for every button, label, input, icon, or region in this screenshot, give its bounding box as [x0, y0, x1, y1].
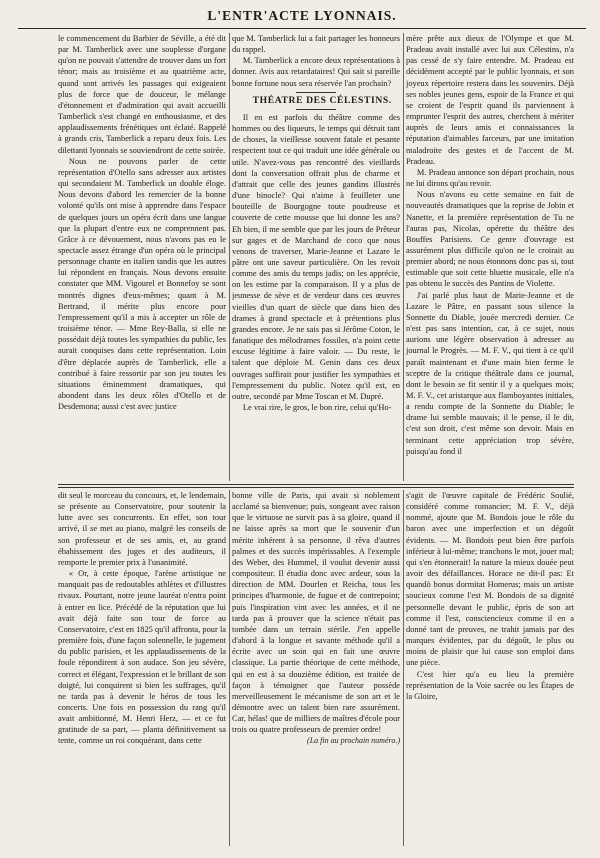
section-heading: THÉATRE DES CÉLESTINS. [252, 94, 392, 106]
section-divider-thin [58, 487, 574, 488]
continuation-note: (La fin au prochain numéro.) [307, 736, 400, 746]
paragraph: M. Pradeau annonce son départ prochain, nous ne lui dirons qu'au revoir. [406, 167, 574, 189]
column-divider [229, 490, 230, 846]
paragraph: « Or, à cette époque, l'arène artistique ne manquait pas de redoutables athlètes et d'illustres rivaux. Pourtant, notre jeune lauréat n'entra point à entrer en lice. Précédé de la réputation que lui avait déjà faite son tour de force au Conservatoire, c'est en 1825 qu'il affronta, pour la première fois, d'une façon solennelle, le jugement du public parisien, et les applaudissements de la foule répondirent à son audace. Son jeu sévère, correct et élégant, l'expression et le brillant de son doigté, lui conquirent si bien les suffrages, qu'il ne tarda pas à devenir le héros de tous les concerts. Une fois en possession du rang qu'il avait ambitionné, M. Henri Herz, — et ce fut gratitude de sa part, — planta définitivement sa tente, comme un roi conquérant, dans cette [58, 569, 226, 746]
paragraph: Le vrai rire, le gros, le bon rire, celui qu'Ho- [242, 403, 392, 412]
paragraph: le commencement du Barbier de Séville, a été dit par M. Tamberlick avec une souplesse d'organe qu'on ne pouvait s'attendre de trouver dans un fort ténor; mais au troisième et au quatrième acte, quand sont arrivés les passages qui exigeaient plus de force que de douceur, le mélange d'étonnement et d'admiration qui avait accueilli Tamberlick s'est changé en enthousiasme, et des applaudissements frénétiques ont éclaté. Rappelé à grands cris, Tamberlick a reparu deux fois. Les dilettanti lyonnais se souviendront de cette soirée. [58, 34, 226, 155]
column-divider [403, 33, 404, 481]
paragraph: M. Tamberlick a encore deux représentations à donner. Avis aux retardataires! Qui sait si pareille bonne fortune nous sera réservée l'an prochain? [232, 56, 400, 88]
feuilleton-column-2 [232, 490, 400, 846]
paragraph: dit seul le morceau du concours, et, le lendemain, se présente au Conservatoire, pour soutenir la lutte avec ses concurrents. En effet, son tour arrivé, il se met au piano, malgré les conseils de son professeur et de ses amis, et, au grand ébahissement des juges et des auditeurs, il remporte le premier prix à l'unanimité. [58, 491, 226, 567]
article-column-3 [406, 33, 574, 481]
section-divider [58, 484, 574, 485]
article-column-2 [232, 33, 400, 481]
paragraph: Il en est parfois du théâtre comme des hommes ou des liqueurs, le temps qui détruit tant de choses, la vieillesse souvent fatale et pesante respectent tout ce qui traduit une idée générale ou utile. N'avez-vous pas rencontré des vieillards dont la conversation offrait plus de charme et d'attrait que celle des jeunes gandins illustrés d'une binocle? Qui n'aime à feuilleter une bouteille de Bourgogne toute poudreuse et couverte de cette mousse que lui donne les ans? Eh bien, il me semble que par les jours de Prêteur sur gages et de Marchand de coco que nous venons de traverser, Marie-Jeanne et Lazare le pâtre ont une saveur particulière. On les revoit comme des amis du temps jadis; on les apprécie, on les estime par la comparaison. Il y a plus de jeunesse de sève et de verdeur dans ces œuvres vieilles d'un quart de siècle que dans bien des drames à grand spectacle et à prétentions plus grandes encore. Je ne sais pas si Jérôme Coton, le fanatique des mélodrames fossiles, n'a point cette excuse légitime à faire valoir. — Du reste, le talent que déploie M. Genin dans ces deux ouvrages suffirait pour justifier les sympathies et l'empressement du public. Notez qu'il est, en outre, secondé par Mme Toscan et M. Dupré. [232, 112, 400, 401]
paragraph: Nous n'avons eu cette semaine en fait de nouveautés dramatiques que la reprise de Jobin et Nanette, et la première représentation de Tu ne l'auras pas, Nicolas, opérette du théâtre des Bouffes Parisiens. Ce genre d'ouvrage est assurément plus difficile qu'on ne le croirait au premier abord; ne nous étonnons donc pas si, tout estimable que soit cette bluette musicale, elle n'a pas obtenu le succès des Pantins de Violette. [406, 190, 574, 289]
feuilleton-column-3 [406, 490, 574, 846]
heading-rule [296, 109, 336, 110]
paragraph: que M. Tamberlick lui a fait partager les honneurs du rappel. [232, 34, 400, 55]
masthead [18, 6, 586, 29]
paragraph: J'ai parlé plus haut de Marie-Jeanne et de Lazare le Pâtre, en passant sous silence la Sonnette du Diable, jouée mercredi dernier. Ce n'est pas sans intention, car, à ce sujet, nous aurions une légère observation à adresser au journal le Progrès. — M. F. V., qui tient à ce qu'il paraît maintenant et d'une main bien ferme le sceptre de la critique théâtrale dans ce journal, dont le besoin se fit sentir il y a quelques mois; M. F. V., cet aristarque aux flamboyantes initiales, a rendu compte de la Sonnette du Diable; le drame lui semble mauvais; il le pense, il le dit, c'est son droit, c'est même son devoir. Mais en terminant cette appréciation trop sévère, puisqu'au fond il [406, 290, 574, 456]
article-column-1 [58, 33, 226, 481]
feuilleton-column-1 [58, 490, 226, 846]
newspaper-title: L'ENTR'ACTE LYONNAIS. [207, 8, 397, 23]
column-divider [229, 33, 230, 481]
column-divider [403, 490, 404, 846]
heading-rule [296, 92, 336, 93]
paragraph: s'agit de l'œuvre capitale de Frédéric Soulié, considéré comme romancier; M. F. V., déjà nommé, ajoute que M. Bondois joue le rôle du baron avec une imperfection et un dégoût évidents. — M. Bondois peut bien être parfois inférieur à lui-même; tranchons le mot, jouer mal; qui s'en étonnerait! la nature la mieux douée peut avoir des défaillances. Horace ne dit-il pas: Et quandò bonus dormitat Homerus; mais un artiste soucieux comme l'est M. Bondois de sa dignité personnelle devant le public, épris de son art comme il l'est, consciencieux comme il en a donné tant de preuves, ne trahit jamais par des marques évidentes, par du dégoût, le plus ou moins de plaisir que lui cause son emploi dans une pièce. [406, 491, 574, 668]
paragraph: mère prête aux dieux de l'Olympe et que M. Pradeau avait installé avec lui aux Célestins, n'a pas cessé de s'y faire entendre. M. Pradeau est décidément accepté par le public lyonnais, et son joyeux répertoire restera dans les souvenirs. Déjà ses nobles jeunes gens, espoir de la France et qui se croient de l'esprit quand ils parviennent à emprunter l'esprit des autres, cherchent à mériter auprès de leurs amis et connaissances la réputation d'aimables farceurs, par une imitation maladroite des gestes et de l'accent de M. Pradeau. [406, 34, 574, 166]
paragraph: Nous ne pouvons parler de cette représentation d'Otello sans adresser aux artistes qui secondaient M. Tamberlick un double éloge. Nous devons d'abord les remercier de la bonne volonté qu'ils ont mise à apprendre dans l'espace de quelques jours un opéra écrit dans une langue que la plupart d'entre eux ne comprennent pas. Grâce à ce dévouement, nous n'avons pas eu le spectacle assez étrange d'un opéra où le principal personnage chante en italien tandis que les autres lui répondent en français. Nous devons ensuite constater que MM. Vigourel et Bonnefoy se sont montrés dignes d'eux-mêmes; quant à M. Bertrand, il mérite plus encore pour l'empressement qu'il a mis à accepter un rôle de troisième ténor. — Mme Rey-Balla, si elle ne possédait déjà toutes les sympathies du public, les aurait conquises dans cette représentation. Loin d'être déplacée auprès de Tamberlick, elle a contribué à faire ressortir par son jeu toutes les situations éminemment dramatiques, qui abondent dans les deux rôles d'Otello et de Desdemona; aussi c'est avec justice [58, 156, 226, 412]
paragraph: bonne ville de Paris, qui avait si noblement acclamé sa bienvenue; puis, songeant avec raison que le virtuose ne survit pas à sa gloire, quand il ne laisse après sa mort que le souvenir d'un mérite inhérent à sa personne, il rêva d'autres palmes et des succès impérissables. A l'exemple des Weber, des Hummel, il voulut devenir aussi compositeur. Il étudia donc avec ardeur, sous la direction de MM. Dourlen et Reicha, tous les principes d'harmonie, de fugue et de contrepoint; puis l'inspiration vint avec les années, et il ne tarda pas à prouver que la science n'était pas tombée dans un terrain stérile. J'en appelle d'abord à la longue et savante méthode qu'il a écrite avec un soin qui en fait une œuvre classique. La partie théorique de cette méthode, qui en est à sa douzième édition, est traitée de façon à témoigner que l'auteur possède merveilleusement le mécanisme de son art et le démontre avec un talent bien rare assurément. Car, hélas! que de milliers de maîtres d'école pour trois ou quatre professeurs de premier ordre! [232, 491, 400, 735]
paragraph: C'est hier qu'a eu lieu la première représentation de la Voie sacrée ou les Étapes de la Gloire, [406, 669, 574, 701]
